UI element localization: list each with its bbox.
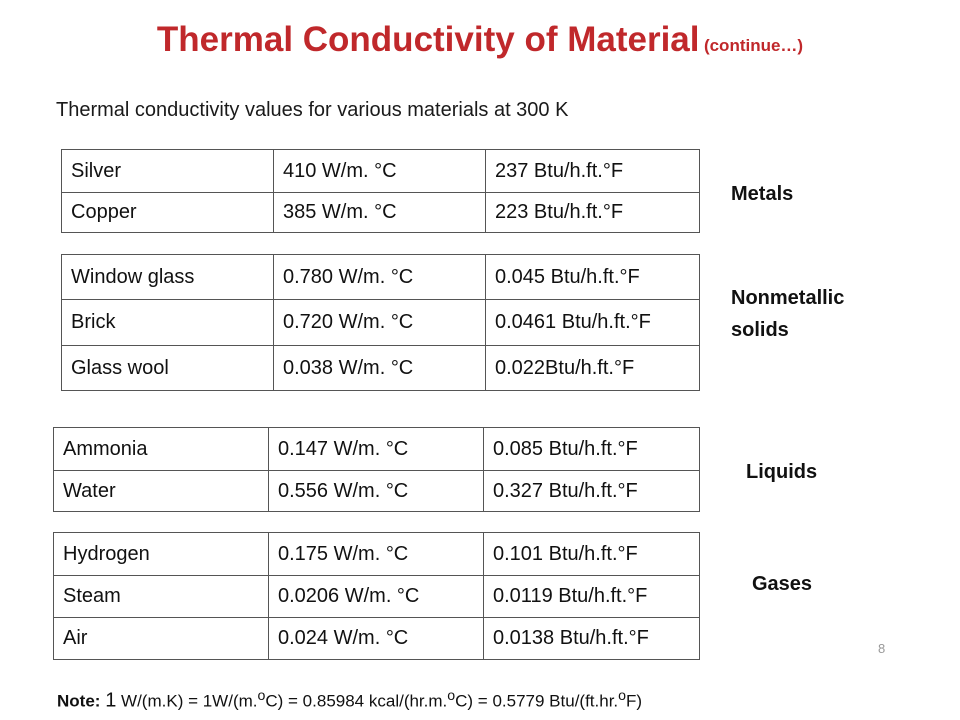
note-label: Note: [57,691,101,711]
metals-table [61,149,700,233]
table-row [62,150,700,193]
table-row [54,428,700,471]
note-one: 1 [105,689,117,712]
slide-title-continued: (continue…) [703,36,804,55]
group-label-nonmetallic-solids [731,282,844,346]
group-label-line: Liquids [746,461,818,483]
table-row [54,471,700,512]
conductivity-english: 0.022Btu/h.ft.°F [486,346,700,391]
table-row [54,618,700,660]
degree-superscript: o [447,688,456,704]
material-name: Silver [62,150,274,193]
conductivity-english: 223 Btu/h.ft.°F [486,193,700,233]
table-row [62,193,700,233]
conductivity-si: 410 W/m. °C [274,150,486,193]
group-label-line: solids [731,319,789,341]
conductivity-si: 0.024 W/m. °C [269,618,484,660]
material-name: Brick [62,300,274,346]
material-name: Copper [62,193,274,233]
group-label-line: Metals [731,183,794,205]
conductivity-english: 0.101 Btu/h.ft.°F [484,533,700,576]
conductivity-si: 0.780 W/m. °C [274,255,486,300]
note-text: W/(m.K) = 1W/(m. [116,691,258,711]
unit-conversion-note [57,688,642,713]
conductivity-english: 237 Btu/h.ft.°F [486,150,700,193]
liquids-table [53,427,700,512]
group-label-gases [752,568,812,600]
conductivity-english: 0.0119 Btu/h.ft.°F [484,576,700,618]
conductivity-si: 385 W/m. °C [274,193,486,233]
conductivity-si: 0.0206 W/m. °C [269,576,484,618]
material-name: Glass wool [62,346,274,391]
table-row [54,533,700,576]
conductivity-si: 0.147 W/m. °C [269,428,484,471]
table-row [62,346,700,391]
table-row [54,576,700,618]
conductivity-si: 0.175 W/m. °C [269,533,484,576]
conductivity-english: 0.0138 Btu/h.ft.°F [484,618,700,660]
slide-title-main: Thermal Conductivity of Material [156,20,700,59]
page-number: 8 [878,641,886,656]
material-name: Steam [54,576,269,618]
note-text: C) = 0.85984 kcal/(hr.m. [265,691,448,711]
material-name: Ammonia [54,428,269,471]
note-text: C) = 0.5779 Btu/(ft.hr. [455,691,619,711]
group-label-line: Gases [752,573,813,595]
degree-superscript: o [618,688,627,704]
conductivity-english: 0.0461 Btu/h.ft.°F [486,300,700,346]
conductivity-si: 0.556 W/m. °C [269,471,484,512]
material-name: Window glass [62,255,274,300]
conductivity-english: 0.327 Btu/h.ft.°F [484,471,700,512]
gases-table [53,532,700,660]
nonmetallic-solids-table [61,254,700,391]
degree-superscript: o [257,688,266,704]
slide-subtitle: Thermal conductivity values for various materials at 300 K [56,99,569,121]
conductivity-english: 0.085 Btu/h.ft.°F [484,428,700,471]
table-row [62,255,700,300]
conductivity-english: 0.045 Btu/h.ft.°F [486,255,700,300]
group-label-liquids [746,456,817,488]
conductivity-si: 0.038 W/m. °C [274,346,486,391]
group-label-metals [731,178,793,210]
material-name: Air [54,618,269,660]
material-name: Water [54,471,269,512]
note-text: F) [626,691,643,711]
table-row [62,300,700,346]
group-label-line: Nonmetallic [731,287,845,309]
material-name: Hydrogen [54,533,269,576]
conductivity-si: 0.720 W/m. °C [274,300,486,346]
slide-title [0,20,960,60]
